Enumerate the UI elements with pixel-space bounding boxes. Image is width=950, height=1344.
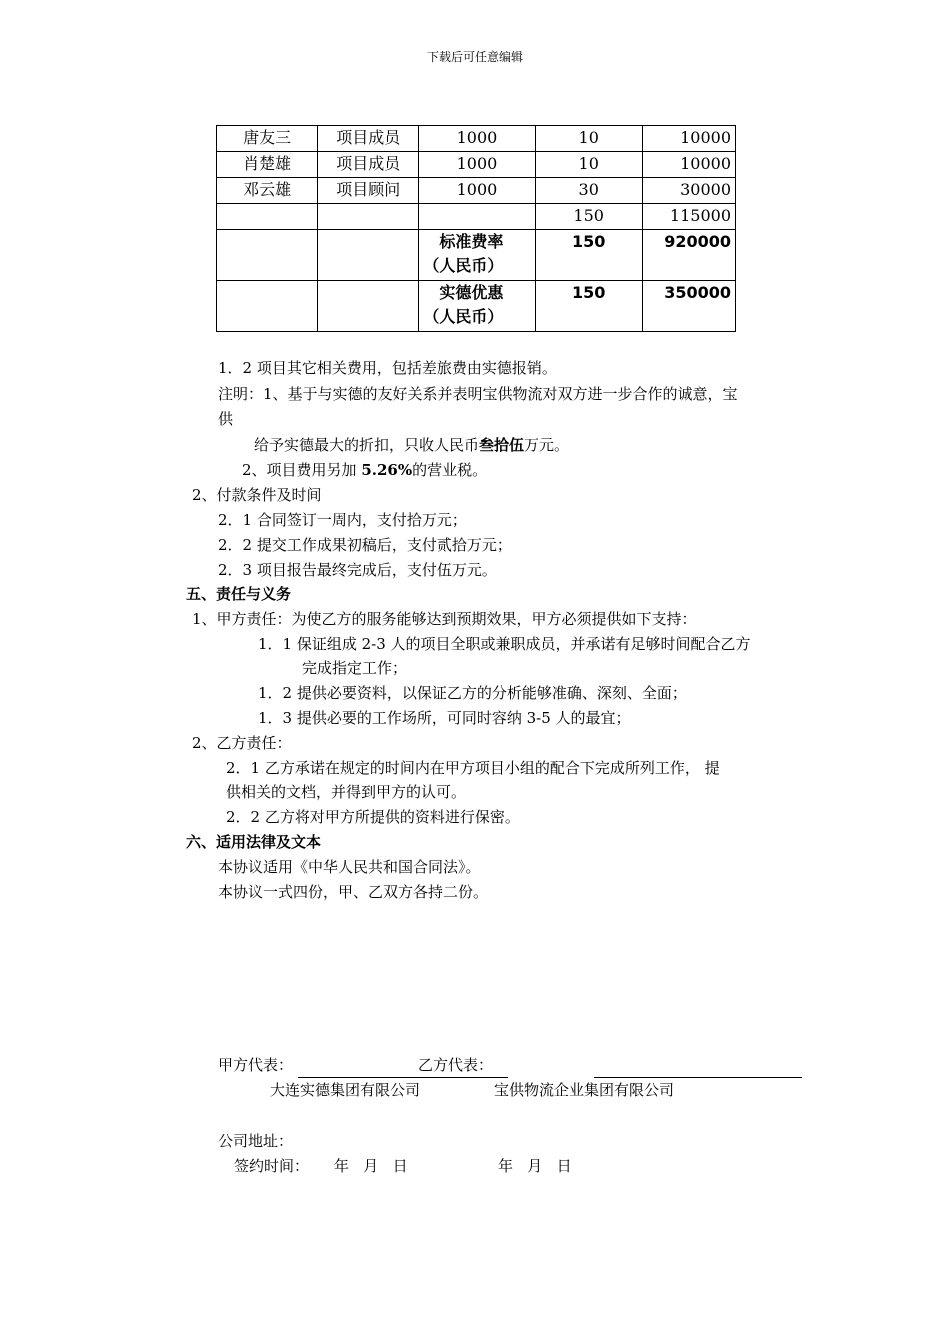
daily-rate: 1000 <box>419 178 535 204</box>
payment-2-2: 2．2 提交工作成果初稿后，支付贰拾万元； <box>218 536 512 554</box>
table-row <box>217 126 736 152</box>
party-a-rep-label: 甲方代表： <box>218 1056 294 1074</box>
discount-total: 350000 <box>642 281 735 332</box>
party-b-duty: 2、乙方责任： <box>192 734 292 752</box>
duty-1-1-wrap: 完成指定工作； <box>302 659 408 677</box>
member-role: 项目顾问 <box>318 178 419 204</box>
payment-heading: 2、付款条件及时间 <box>192 486 322 504</box>
discount-label <box>419 281 535 332</box>
party-a-duty: 1、甲方责任：为使乙方的服务能够达到预期效果，甲方必须提供如下支持： <box>192 610 697 628</box>
note-text: 万元。 <box>524 436 570 454</box>
duty-1-3: 1．3 提供必要的工作场所，可同时容纳 3-5 人的最宜； <box>258 709 631 727</box>
empty-cell <box>318 230 419 281</box>
member-role: 项目成员 <box>318 152 419 178</box>
note-text: 2、项目费用另加 <box>242 461 362 479</box>
note-1: 注明：1、基于与实德的友好关系并表明宝供物流对双方进一步合作的诚意，宝 <box>218 385 738 403</box>
amount-bold: 叁拾伍 <box>479 436 525 454</box>
note-1-wrap: 供 <box>218 410 234 428</box>
empty-cell <box>318 204 419 230</box>
note-text: 给予实德最大的折扣，只收人民币 <box>254 436 480 454</box>
address-label: 公司地址： <box>218 1132 294 1150</box>
empty-cell <box>217 281 318 332</box>
page-header: 下载后可任意编辑 <box>426 50 523 64</box>
table-row <box>217 152 736 178</box>
standard-days: 150 <box>535 230 642 281</box>
party-a-date: 年 月 日 <box>334 1157 408 1175</box>
party-b-company: 宝供物流企业集团有限公司 <box>494 1081 675 1099</box>
clause-1-2: 1．2 项目其它相关费用，包括差旅费由实德报销。 <box>218 359 557 377</box>
party-b-rep-label: 乙方代表： <box>418 1056 494 1074</box>
empty-cell <box>217 230 318 281</box>
duty-2-1: 2．1 乙方承诺在规定的时间内在甲方项目小组的配合下完成所列工作， 提 <box>226 759 720 777</box>
party-a-signature-line <box>298 1077 508 1078</box>
sign-date-label: 签约时间： <box>234 1157 310 1175</box>
member-role: 项目成员 <box>318 126 419 152</box>
discount-days: 150 <box>535 281 642 332</box>
law-clause: 本协议适用《中华人民共和国合同法》。 <box>218 858 481 876</box>
work-days: 10 <box>535 126 642 152</box>
tax-rate-bold: 5.26% <box>361 461 413 479</box>
member-name: 邓云雄 <box>217 178 318 204</box>
standard-label-line2: （人民币） <box>423 256 504 275</box>
work-days: 10 <box>535 152 642 178</box>
section-5-title: 五、责任与义务 <box>186 585 292 603</box>
table-row <box>217 178 736 204</box>
duty-1-1: 1．1 保证组成 2-3 人的项目全职或兼职成员，并承诺有足够时间配合乙方 <box>258 635 751 653</box>
duty-2-2: 2．2 乙方将对甲方所提供的资料进行保密。 <box>226 808 520 826</box>
discount-label-line2: （人民币） <box>423 307 504 326</box>
payment-2-1: 2．1 合同签订一周内，支付拾万元； <box>218 511 467 529</box>
duty-2-1-wrap: 供相关的文档，并得到甲方的认可。 <box>226 783 467 801</box>
copies-clause: 本协议一式四份，甲、乙双方各持二份。 <box>218 883 489 901</box>
party-b-date: 年 月 日 <box>498 1157 572 1175</box>
table-row-discount <box>217 281 736 332</box>
empty-cell <box>318 281 419 332</box>
table-row-sum <box>217 204 736 230</box>
standard-label-line1: 标准费率 <box>439 232 504 251</box>
note-text: 的营业税。 <box>412 461 488 479</box>
duty-1-2: 1．2 提供必要资料，以保证乙方的分析能够准确、深刻、全面； <box>258 684 687 702</box>
party-b-signature-line <box>594 1077 802 1078</box>
member-name: 唐友三 <box>217 126 318 152</box>
row-total: 30000 <box>642 178 735 204</box>
daily-rate: 1000 <box>419 152 535 178</box>
fee-table <box>216 125 736 332</box>
note-1-discount <box>254 435 569 455</box>
standard-rate-label <box>419 230 535 281</box>
member-name: 肖楚雄 <box>217 152 318 178</box>
empty-cell <box>217 204 318 230</box>
note-2 <box>242 460 487 480</box>
daily-rate: 1000 <box>419 126 535 152</box>
table-row-standard <box>217 230 736 281</box>
section-6-title: 六、适用法律及文本 <box>186 833 322 851</box>
standard-total: 920000 <box>642 230 735 281</box>
row-total: 10000 <box>642 126 735 152</box>
work-days: 30 <box>535 178 642 204</box>
row-total: 10000 <box>642 152 735 178</box>
party-a-company: 大连实德集团有限公司 <box>270 1081 421 1099</box>
payment-2-3: 2．3 项目报告最终完成后，支付伍万元。 <box>218 561 497 579</box>
sum-days: 150 <box>535 204 642 230</box>
sum-total: 115000 <box>642 204 735 230</box>
discount-label-line1: 实德优惠 <box>439 283 504 302</box>
empty-cell <box>419 204 535 230</box>
